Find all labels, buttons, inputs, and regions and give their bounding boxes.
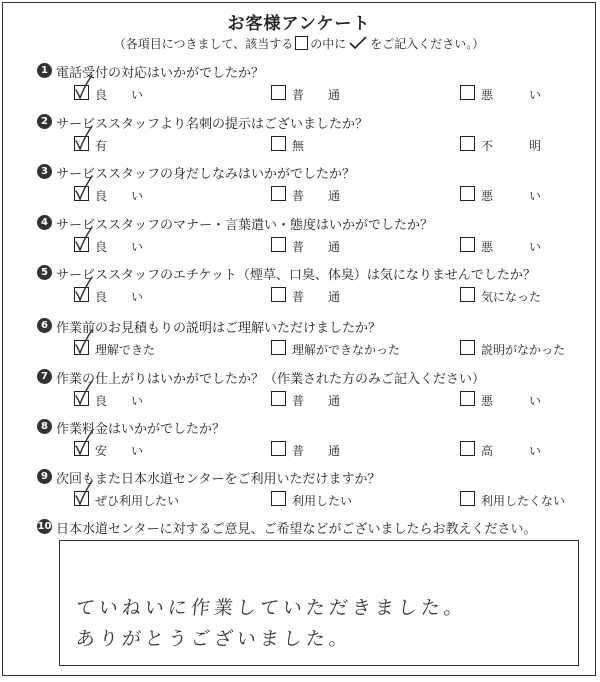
check-mark-icon	[72, 275, 94, 303]
question-10	[37, 517, 585, 539]
option-label: 説明がなかった	[481, 343, 566, 357]
checkbox[interactable]	[271, 237, 286, 252]
option[interactable]	[271, 134, 431, 154]
instruction-after: の中に	[310, 37, 347, 51]
checkbox[interactable]	[460, 491, 475, 506]
option-label: 有	[95, 139, 108, 153]
option[interactable]	[460, 489, 600, 509]
checkbox[interactable]	[271, 186, 286, 201]
checkbox[interactable]	[460, 287, 475, 302]
option[interactable]	[460, 439, 600, 459]
checkbox[interactable]	[271, 441, 286, 456]
question-text: 作業料金はいかがでしたか？	[56, 422, 226, 437]
question-5	[37, 263, 585, 313]
option-label: 良 い	[95, 394, 144, 408]
checkbox[interactable]	[460, 391, 475, 406]
question-1	[37, 61, 585, 111]
option[interactable]	[271, 285, 431, 305]
option-label: 悪 い	[481, 189, 542, 203]
question-number: 10	[37, 521, 52, 532]
sample-checkbox-icon	[295, 36, 308, 50]
survey-form	[2, 2, 596, 676]
option-label: 普 通	[292, 394, 341, 408]
option-label: 良 い	[95, 189, 144, 203]
option-label: 普 通	[292, 290, 341, 304]
option[interactable]	[271, 389, 431, 409]
option-label: 理解できた	[95, 343, 156, 357]
instruction-before: （各項目につきまして、該当する	[113, 37, 294, 51]
option[interactable]	[271, 235, 431, 255]
question-text: サービススタッフのマナー・言葉遣い・態度はいかがでしたか？	[56, 218, 434, 233]
check-mark-icon	[72, 479, 94, 507]
option[interactable]	[460, 338, 600, 358]
checkbox[interactable]	[271, 491, 286, 506]
instruction-end: をご記入ください。）	[370, 37, 485, 51]
option[interactable]	[271, 489, 431, 509]
option[interactable]	[74, 489, 234, 509]
option-label: 無	[292, 139, 305, 153]
check-mark-icon	[72, 174, 94, 202]
option[interactable]	[460, 389, 600, 409]
question-3	[37, 162, 585, 212]
option[interactable]	[74, 439, 234, 459]
check-mark-icon	[72, 225, 94, 253]
option[interactable]	[460, 184, 600, 204]
checkbox[interactable]	[460, 186, 475, 201]
question-number: 8	[37, 419, 52, 434]
option-label: 気になった	[481, 290, 542, 304]
option[interactable]	[271, 338, 431, 358]
question-text: 作業の仕上がりはいかがでしたか？（作業された方のみご記入ください）	[56, 372, 486, 387]
question-number: 5	[37, 265, 52, 280]
checkbox[interactable]	[460, 85, 475, 100]
question-2	[37, 112, 585, 162]
option-label: 普 通	[292, 444, 341, 458]
option-label: 普 通	[292, 240, 341, 254]
option-label: 不 明	[481, 139, 542, 153]
option-label: 理解ができなかった	[292, 343, 401, 357]
checkbox[interactable]	[271, 287, 286, 302]
question-text: 日本水道センターに対するご意見、ご希望などがございましたらお教えください。	[56, 522, 537, 537]
option-label: 普 通	[292, 88, 341, 102]
option[interactable]	[74, 389, 234, 409]
checkbox[interactable]	[271, 85, 286, 100]
option-label: 利用したい	[292, 494, 353, 508]
option[interactable]	[74, 184, 234, 204]
option-label: 利用したくない	[481, 494, 566, 508]
option-label: 高 い	[481, 444, 542, 458]
check-mark-icon	[72, 429, 94, 457]
question-number: 3	[37, 164, 52, 179]
option-label: 悪 い	[481, 240, 542, 254]
question-8	[37, 417, 585, 467]
option-label: 良 い	[95, 290, 144, 304]
option-label: 良 い	[95, 88, 144, 102]
option-label: 悪 い	[481, 394, 542, 408]
option[interactable]	[271, 184, 431, 204]
checkbox[interactable]	[460, 136, 475, 151]
question-text: 作業前のお見積もりの説明はご理解いただけましたか？	[56, 321, 382, 336]
question-7	[37, 367, 585, 417]
comment-line-1: ていねいに作業していただきました。	[74, 597, 469, 619]
option[interactable]	[460, 134, 600, 154]
check-mark-icon	[72, 73, 94, 101]
option[interactable]	[460, 235, 600, 255]
option-label: 良 い	[95, 240, 144, 254]
question-text: 電話受付の対応はいかがでしたか？	[56, 66, 265, 81]
option[interactable]	[460, 83, 600, 103]
check-mark-icon	[72, 124, 94, 152]
question-text: 次回もまた日本水道センターをご利用いただけますか？	[56, 472, 381, 487]
option-label: ぜひ利用したい	[95, 494, 180, 508]
question-text: サービススタッフより名刺の提示はございましたか？	[56, 117, 369, 132]
question-number: 4	[37, 215, 52, 230]
option[interactable]	[271, 439, 431, 459]
option[interactable]	[271, 83, 431, 103]
question-number: 2	[37, 114, 52, 129]
question-9	[37, 467, 585, 517]
checkbox[interactable]	[271, 391, 286, 406]
question-number: 6	[37, 318, 52, 333]
option[interactable]	[74, 83, 234, 103]
option[interactable]	[74, 338, 234, 358]
option[interactable]	[74, 285, 234, 305]
option-label: 普 通	[292, 189, 341, 203]
question-text: サービススタッフの身だしなみはいかがでしたか？	[56, 167, 356, 182]
question-number: 1	[37, 63, 52, 78]
checkbox[interactable]	[460, 237, 475, 252]
page-title: お客様アンケート	[227, 14, 371, 34]
question-number: 9	[37, 469, 52, 484]
question-4	[37, 213, 585, 263]
check-mark-icon	[72, 328, 94, 356]
checkbox[interactable]	[460, 441, 475, 456]
checkbox[interactable]	[271, 136, 286, 151]
comment-line-2: ありがとうございました。	[74, 628, 354, 650]
checkbox[interactable]	[460, 340, 475, 355]
checkbox[interactable]	[271, 340, 286, 355]
option[interactable]	[74, 134, 234, 154]
question-number: 7	[37, 369, 52, 384]
instruction-text	[3, 35, 595, 52]
option[interactable]	[460, 285, 600, 305]
question-text: サービススタッフのエチケット（煙草、口臭、体臭）は気になりませんでしたか？	[56, 268, 536, 283]
check-mark-icon	[72, 379, 94, 407]
option[interactable]	[74, 235, 234, 255]
sample-check-icon	[348, 36, 368, 50]
comment-box[interactable]	[59, 540, 579, 666]
question-6	[37, 316, 585, 366]
option-label: 安 い	[95, 444, 144, 458]
option-label: 悪 い	[481, 88, 542, 102]
